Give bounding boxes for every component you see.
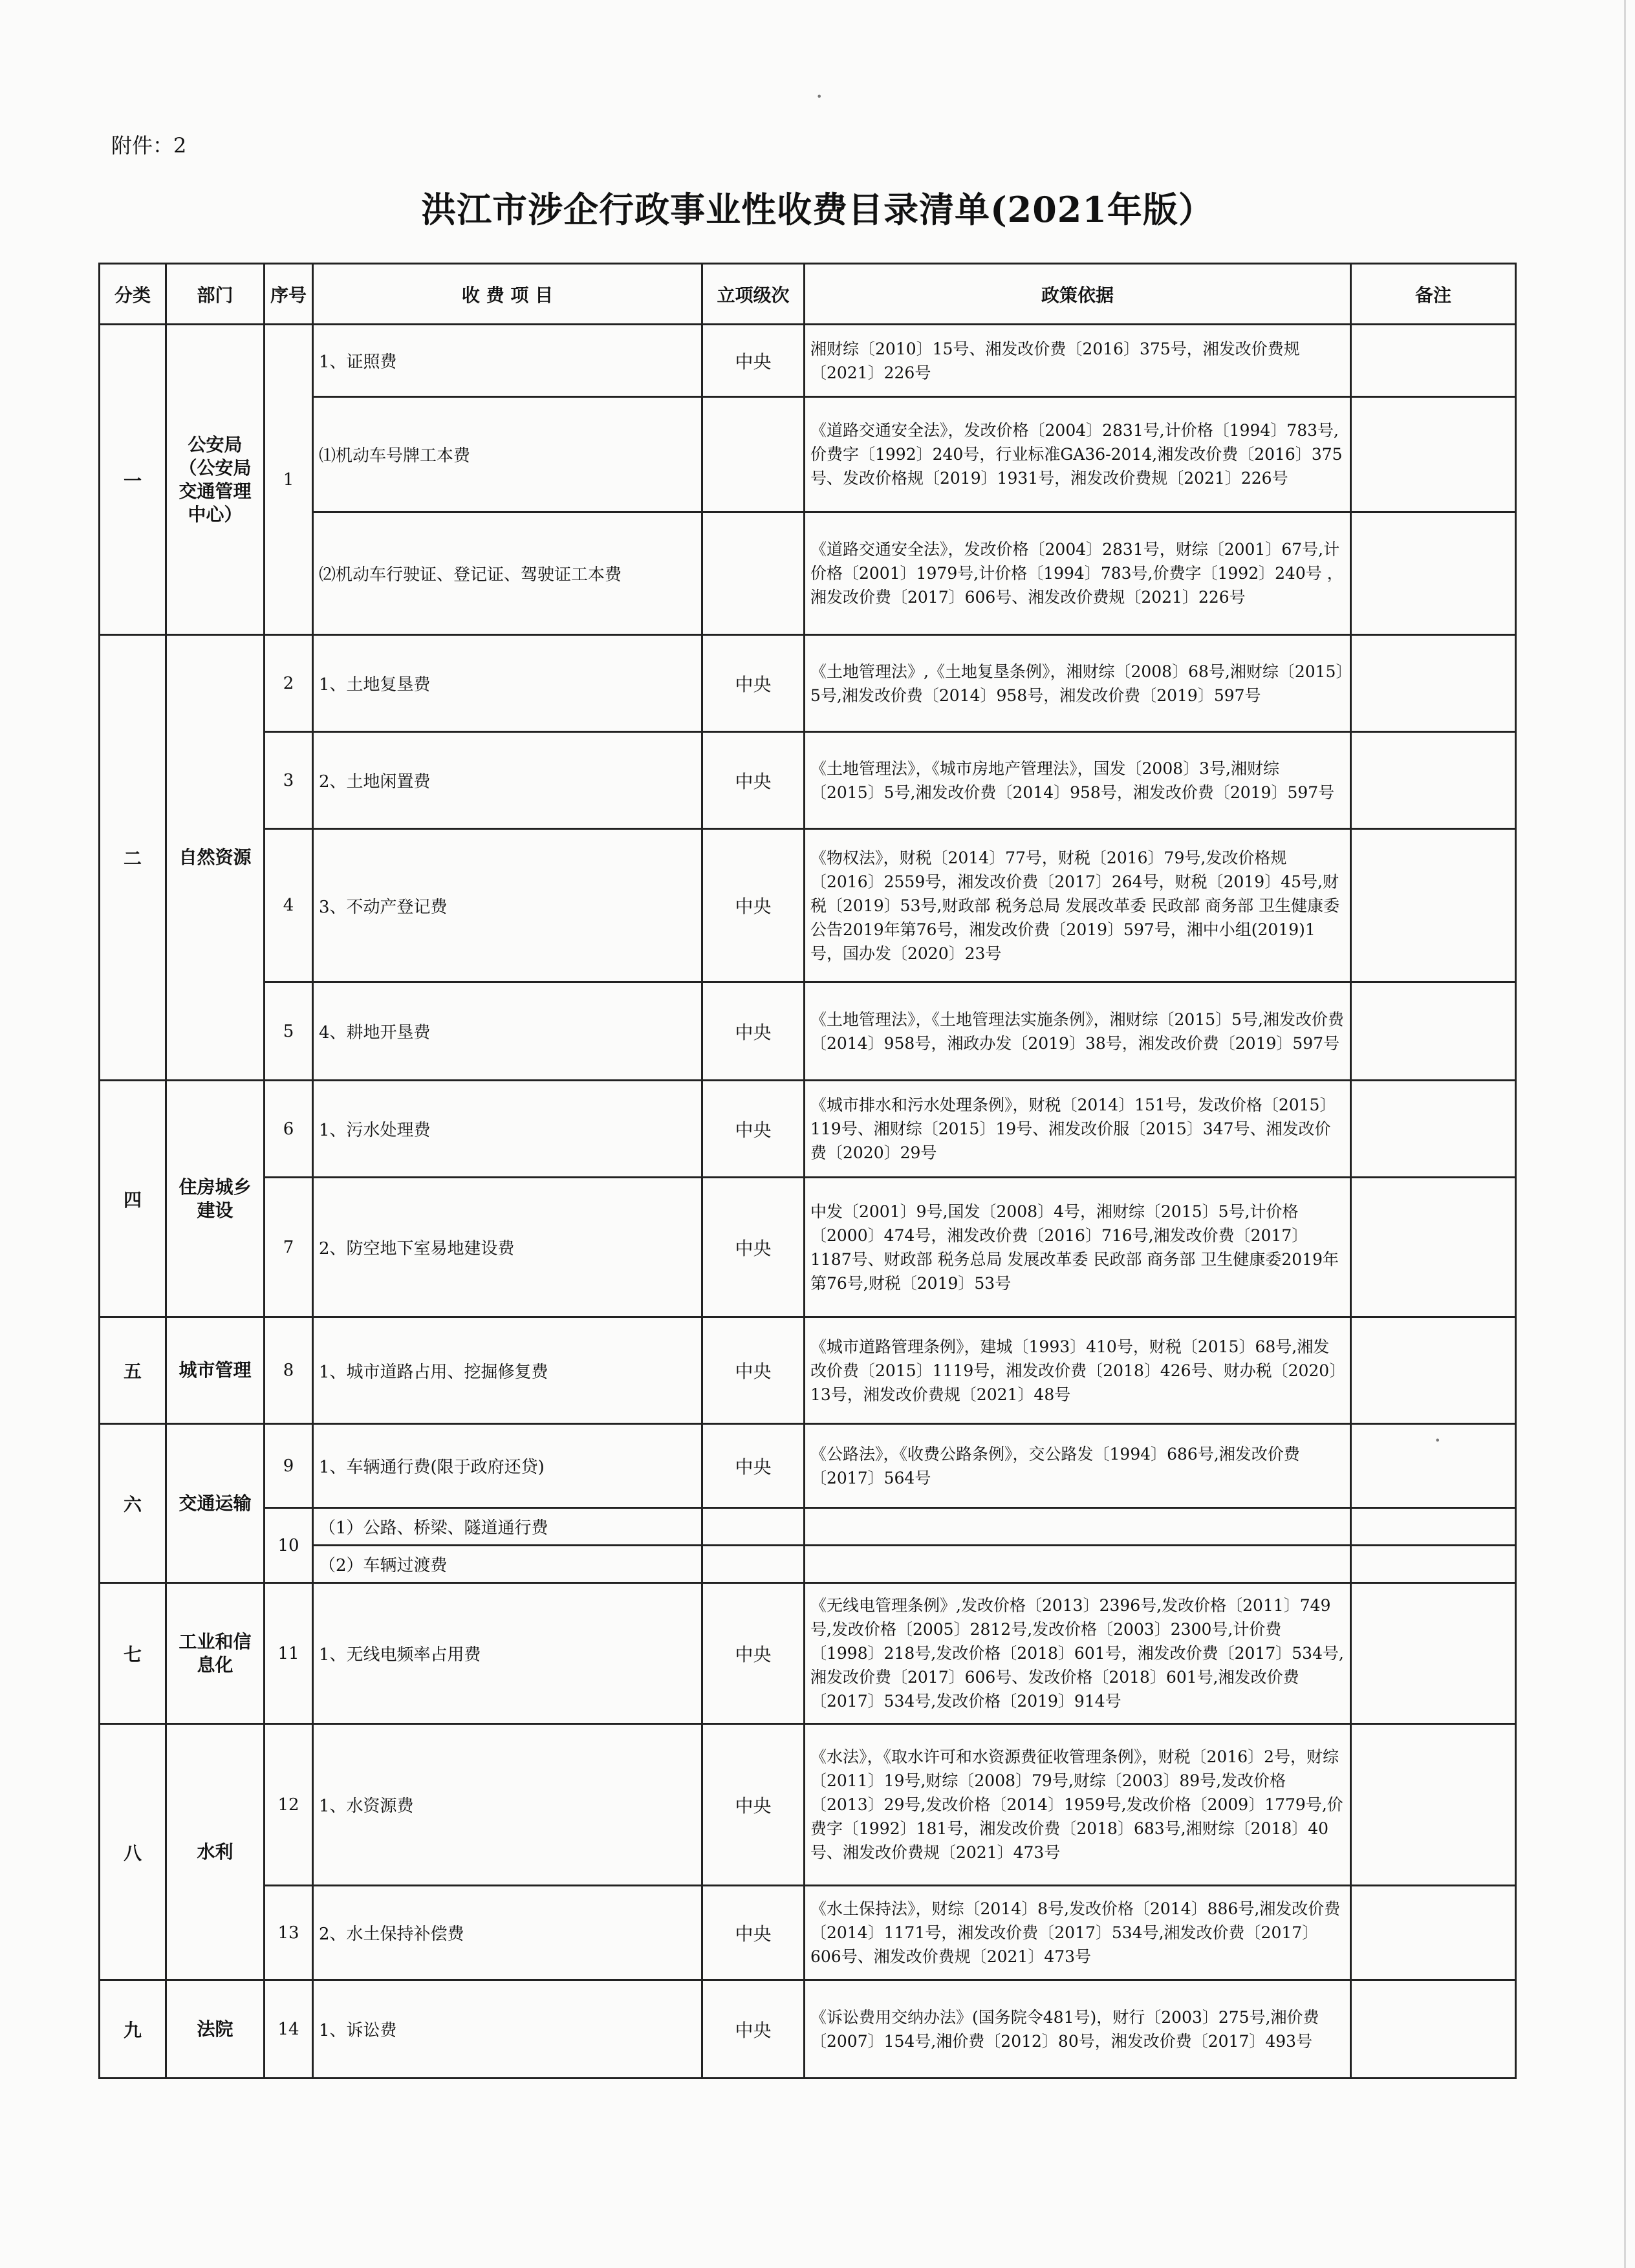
seq-cell: 6	[265, 1081, 313, 1178]
note-cell	[1351, 635, 1516, 732]
basis-cell: 中发〔2001〕9号,国发〔2008〕4号，湘财综〔2015〕5号,计价格〔2000〕474号，湘发改价费〔2016〕716号,湘发改价费〔2017〕1187号、财政部 税务总局 发展改革委 民政部 商务部 卫生健康委2019年第76号,财税〔2019〕53号	[805, 1178, 1351, 1317]
table-row	[100, 1317, 1516, 1424]
basis-cell	[805, 1508, 1351, 1546]
category-cell: 二	[100, 635, 166, 1081]
department-cell: 法院	[166, 1980, 265, 2079]
level-cell	[702, 1508, 805, 1546]
note-cell	[1351, 1508, 1516, 1546]
item-cell: 2、防空地下室易地建设费	[313, 1178, 702, 1317]
table-row	[100, 1508, 1516, 1546]
seq-cell: 10	[265, 1508, 313, 1583]
level-cell: 中央	[702, 635, 805, 732]
note-cell	[1351, 1980, 1516, 2079]
header-dept: 部门	[166, 264, 265, 325]
department-cell: 住房城乡建设	[166, 1081, 265, 1317]
level-cell	[702, 1546, 805, 1583]
header-basis: 政策依据	[805, 264, 1351, 325]
item-cell: 1、城市道路占用、挖掘修复费	[313, 1317, 702, 1424]
seq-cell: 9	[265, 1424, 313, 1508]
table-row	[100, 1583, 1516, 1724]
item-cell: 1、水资源费	[313, 1724, 702, 1886]
basis-cell: 《城市道路管理条例》，建城〔1993〕410号，财税〔2015〕68号,湘发改价费〔2015〕1119号，湘发改价费〔2018〕426号、财办税〔2020〕13号，湘发改价费规〔2021〕48号	[805, 1317, 1351, 1424]
level-cell	[702, 397, 805, 512]
basis-cell: 《土地管理法》，《城市房地产管理法》，国发〔2008〕3号,湘财综〔2015〕5号,湘发改价费〔2014〕958号，湘发改价费〔2019〕597号	[805, 732, 1351, 829]
item-cell: （2）车辆过渡费	[313, 1546, 702, 1583]
department-cell: 工业和信息化	[166, 1583, 265, 1724]
item-cell: 2、土地闲置费	[313, 732, 702, 829]
department-cell: 交通运输	[166, 1424, 265, 1583]
note-cell	[1351, 982, 1516, 1081]
page-edge	[1624, 0, 1626, 2268]
level-cell: 中央	[702, 1886, 805, 1980]
basis-cell: 《诉讼费用交纳办法》(国务院令481号)，财行〔2003〕275号,湘价费〔2007〕154号,湘价费〔2012〕80号，湘发改价费〔2017〕493号	[805, 1980, 1351, 2079]
basis-cell: 《道路交通安全法》，发改价格〔2004〕2831号，财综〔2001〕67号,计价格〔2001〕1979号,计价格〔1994〕783号,价费字〔1992〕240号 ，湘发改价费〔2017〕606号、湘发改价费规〔2021〕226号	[805, 512, 1351, 635]
table-row	[100, 982, 1516, 1081]
note-cell	[1351, 829, 1516, 982]
note-cell	[1351, 1424, 1516, 1508]
table-row	[100, 1886, 1516, 1980]
seq-cell: 14	[265, 1980, 313, 2079]
level-cell: 中央	[702, 1178, 805, 1317]
note-cell	[1351, 397, 1516, 512]
seq-cell: 8	[265, 1317, 313, 1424]
table-row	[100, 635, 1516, 732]
level-cell: 中央	[702, 325, 805, 397]
level-cell: 中央	[702, 1724, 805, 1886]
basis-cell: 《水法》，《取水许可和水资源费征收管理条例》，财税〔2016〕2号，财综〔2011〕19号,财综〔2008〕79号,财综〔2003〕89号,发改价格〔2013〕29号,发改价格〔2014〕1959号,发改价格〔2009〕1779号,价费字〔1992〕181号，湘发改价费〔2018〕683号,湘财综〔2018〕40号、湘发改价费规〔2021〕473号	[805, 1724, 1351, 1886]
level-cell: 中央	[702, 1583, 805, 1724]
item-cell: 1、诉讼费	[313, 1980, 702, 2079]
item-cell: 3、不动产登记费	[313, 829, 702, 982]
seq-cell: 5	[265, 982, 313, 1081]
category-cell: 七	[100, 1583, 166, 1724]
basis-cell: 《土地管理法》，《土地管理法实施条例》，湘财综〔2015〕5号,湘发改价费〔2014〕958号，湘政办发〔2019〕38号，湘发改价费〔2019〕597号	[805, 982, 1351, 1081]
seq-cell: 11	[265, 1583, 313, 1724]
table-row	[100, 1424, 1516, 1508]
document-title: 洪江市涉企行政事业性收费目录清单(2021年版）	[421, 189, 1214, 230]
header-note: 备注	[1351, 264, 1516, 325]
fee-catalog-table	[98, 263, 1517, 2079]
scan-speck: •	[1435, 1434, 1441, 1447]
level-cell: 中央	[702, 829, 805, 982]
department-cell: 城市管理	[166, 1317, 265, 1424]
item-cell: 1、车辆通行费(限于政府还贷)	[313, 1424, 702, 1508]
header-item: 收 费 项 目	[313, 264, 702, 325]
category-cell: 一	[100, 325, 166, 635]
basis-cell: 《城市排水和污水处理条例》，财税〔2014〕151号，发改价格〔2015〕119号、湘财综〔2015〕19号、湘发改价服〔2015〕347号、湘发改价费〔2020〕29号	[805, 1081, 1351, 1178]
seq-cell: 12	[265, 1724, 313, 1886]
note-cell	[1351, 1178, 1516, 1317]
table-row	[100, 1724, 1516, 1886]
category-cell: 八	[100, 1724, 166, 1980]
item-cell: 1、土地复垦费	[313, 635, 702, 732]
header-level: 立项级次	[702, 264, 805, 325]
department-cell: 自然资源	[166, 635, 265, 1081]
seq-cell: 1	[265, 325, 313, 635]
basis-cell: 《公路法》，《收费公路条例》，交公路发〔1994〕686号,湘发改价费〔2017〕564号	[805, 1424, 1351, 1508]
level-cell	[702, 512, 805, 635]
note-cell	[1351, 732, 1516, 829]
category-cell: 六	[100, 1424, 166, 1583]
basis-cell: 《物权法》，财税〔2014〕77号，财税〔2016〕79号,发改价格规〔2016〕2559号，湘发改价费〔2017〕264号，财税〔2019〕45号,财税〔2019〕53号,财政部 税务总局 发展改革委 民政部 商务部 卫生健康委公告2019年第76号，湘发改价费〔2019〕597号，湘中小组(2019)1号，国办发〔2020〕23号	[805, 829, 1351, 982]
seq-cell: 4	[265, 829, 313, 982]
seq-cell: 2	[265, 635, 313, 732]
item-cell: ⑵机动车行驶证、登记证、驾驶证工本费	[313, 512, 702, 635]
category-cell: 九	[100, 1980, 166, 2079]
item-cell: 4、耕地开垦费	[313, 982, 702, 1081]
item-cell: 2、水土保持补偿费	[313, 1886, 702, 1980]
table-row	[100, 829, 1516, 982]
attachment-label: 附件：2	[111, 133, 187, 158]
category-cell: 五	[100, 1317, 166, 1424]
level-cell: 中央	[702, 1980, 805, 2079]
note-cell	[1351, 1886, 1516, 1980]
table-row	[100, 1178, 1516, 1317]
level-cell: 中央	[702, 1081, 805, 1178]
level-cell: 中央	[702, 1317, 805, 1424]
level-cell: 中央	[702, 1424, 805, 1508]
basis-cell: 《无线电管理条例》,发改价格〔2013〕2396号,发改价格〔2011〕749号,发改价格〔2005〕2812号,发改价格〔2003〕2300号,计价费〔1998〕218号,发改价格〔2018〕601号，湘发改价费〔2017〕534号,湘发改价费〔2017〕606号、发改价格〔2018〕601号,湘发改价费〔2017〕534号,发改价格〔2019〕914号	[805, 1583, 1351, 1724]
item-cell: 1、污水处理费	[313, 1081, 702, 1178]
item-cell: 1、无线电频率占用费	[313, 1583, 702, 1724]
category-cell: 四	[100, 1081, 166, 1317]
table-row	[100, 1081, 1516, 1178]
department-cell: 公安局（公安局交通管理中心）	[166, 325, 265, 635]
note-cell	[1351, 512, 1516, 635]
item-cell: ⑴机动车号牌工本费	[313, 397, 702, 512]
item-cell: （1）公路、桥梁、隧道通行费	[313, 1508, 702, 1546]
seq-cell: 13	[265, 1886, 313, 1980]
table-row	[100, 325, 1516, 397]
table-row	[100, 1980, 1516, 2079]
seq-cell: 3	[265, 732, 313, 829]
seq-cell: 7	[265, 1178, 313, 1317]
level-cell: 中央	[702, 732, 805, 829]
header-seq: 序号	[265, 264, 313, 325]
note-cell	[1351, 1724, 1516, 1886]
note-cell	[1351, 1583, 1516, 1724]
note-cell	[1351, 325, 1516, 397]
basis-cell: 《土地管理法》,《土地复垦条例》，湘财综〔2008〕68号,湘财综〔2015〕5号,湘发改价费〔2014〕958号，湘发改价费〔2019〕597号	[805, 635, 1351, 732]
note-cell	[1351, 1546, 1516, 1583]
basis-cell: 湘财综〔2010〕15号、湘发改价费〔2016〕375号，湘发改价费规〔2021〕226号	[805, 325, 1351, 397]
department-cell: 水利	[166, 1724, 265, 1980]
item-cell: 1、证照费	[313, 325, 702, 397]
basis-cell	[805, 1546, 1351, 1583]
header-cat: 分类	[100, 264, 166, 325]
basis-cell: 《水土保持法》，财综〔2014〕8号,发改价格〔2014〕886号,湘发改价费〔2014〕1171号，湘发改价费〔2017〕534号,湘发改价费〔2017〕606号、湘发改价费规〔2021〕473号	[805, 1886, 1351, 1980]
scan-speck: •	[816, 91, 823, 103]
note-cell	[1351, 1317, 1516, 1424]
table-row	[100, 732, 1516, 829]
header-row	[100, 264, 1516, 325]
note-cell	[1351, 1081, 1516, 1178]
level-cell: 中央	[702, 982, 805, 1081]
basis-cell: 《道路交通安全法》，发改价格〔2004〕2831号,计价格〔1994〕783号,价费字〔1992〕240号，行业标准GA36-2014,湘发改价费〔2016〕375号、发改价格规〔2019〕1931号，湘发改价费规〔2021〕226号	[805, 397, 1351, 512]
